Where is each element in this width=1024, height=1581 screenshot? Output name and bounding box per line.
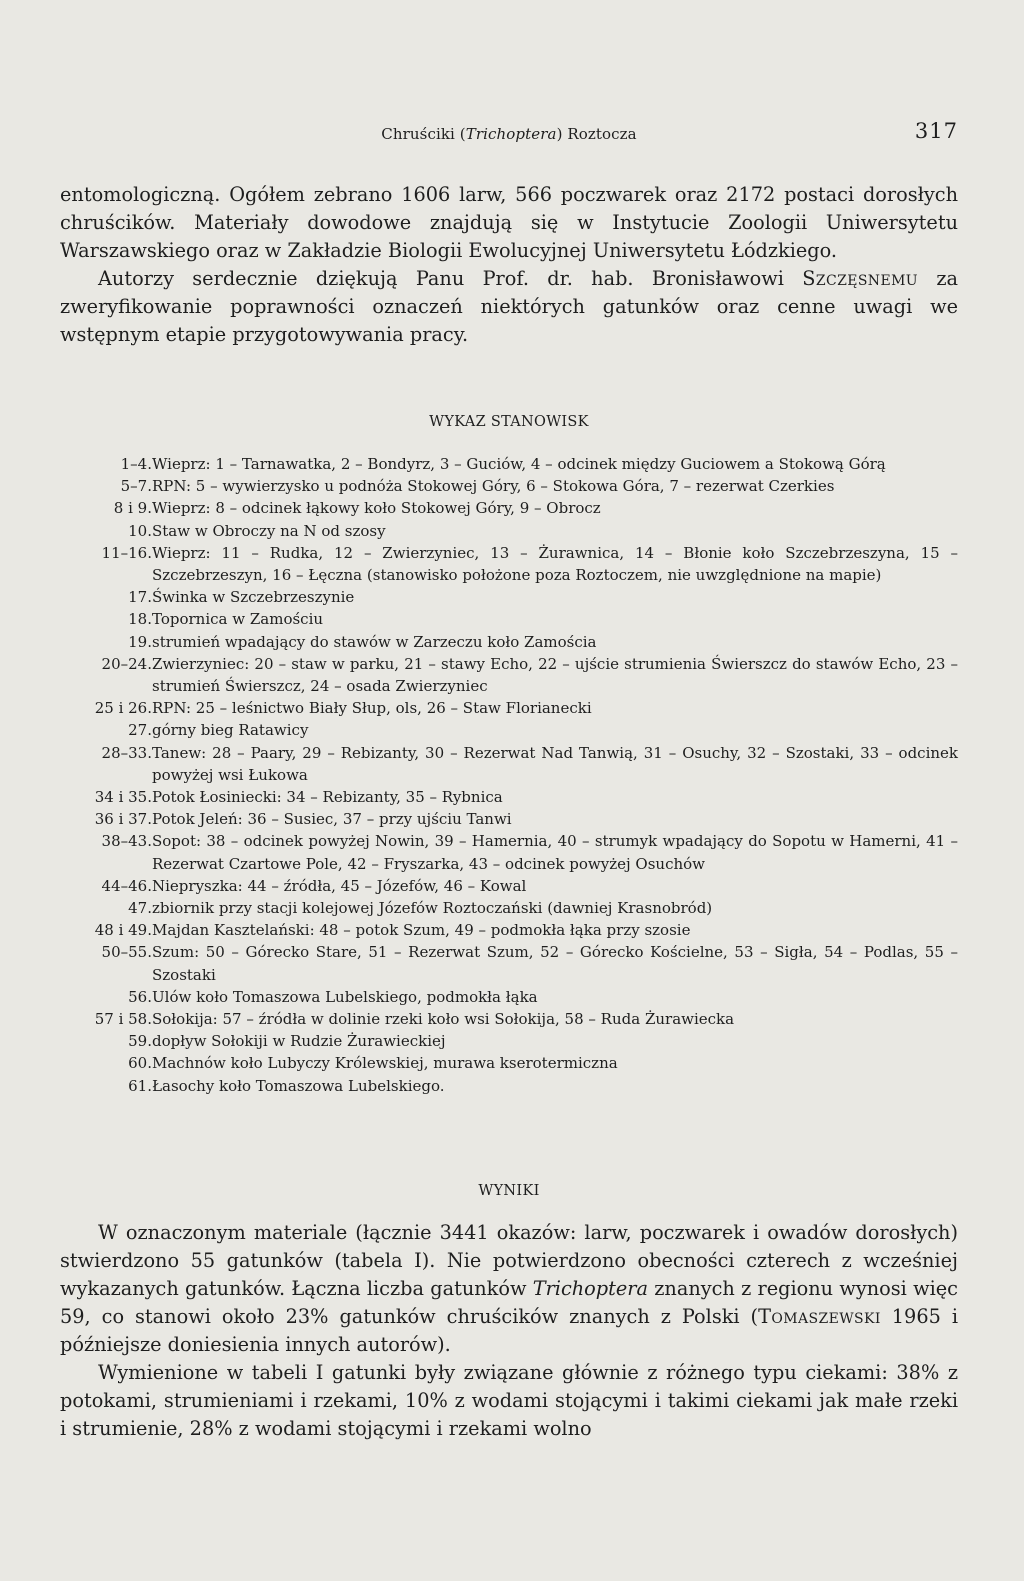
station-entry [60,830,958,874]
station-number: 60. [128,1054,152,1073]
station-description: Ulów koło Tomaszowa Lubelskiego, podmokła łąka [152,987,538,1006]
station-entry [60,1030,958,1052]
station-number: 36 i 37. [94,810,152,829]
station-entry [60,453,958,475]
station-entry [60,586,958,608]
station-entry [60,919,958,941]
station-entry [60,653,958,697]
station-description: Sopot: 38 – odcinek powyżej Nowin, 39 – Hamernia, 40 – strumyk wpadający do Sopotu w Hamerni, 41 – Rezerwat Czartowe Pole, 42 – Fryszarka, 43 – odcinek powyżej Osuchów [152,832,958,873]
station-entry [60,497,958,519]
station-entry [60,631,958,653]
station-description: zbiornik przy stacji kolejowej Józefów Roztoczański (dawniej Krasnobród) [152,899,713,918]
station-description: Potok Łosiniecki: 34 – Rebizanty, 35 – Rybnica [152,788,503,807]
running-title: Chruściki (Trichoptera) Roztocza [381,125,637,143]
station-description: Wieprz: 8 – odcinek łąkowy koło Stokowej Góry, 9 – Obrocz [152,499,601,518]
station-entry [60,897,958,919]
station-description: górny bieg Ratawicy [152,721,309,740]
station-description: Potok Jeleń: 36 – Susiec, 37 – przy ujściu Tanwi [152,810,512,829]
station-number: 10. [128,521,152,540]
station-entry [60,986,958,1008]
station-description: Szum: 50 – Górecko Stare, 51 – Rezerwat Szum, 52 – Górecko Kościelne, 53 – Sigła, 54 – Podlas, 55 – Szostaki [152,943,958,984]
station-entry [60,697,958,719]
running-head [60,119,958,149]
station-entry [60,1008,958,1030]
station-description: Staw w Obroczy na N od szosy [152,521,386,540]
station-number: 57 i 58. [94,1010,152,1029]
station-entry [60,608,958,630]
station-number: 56. [128,987,152,1006]
acknowledgement-paragraph: Autorzy serdecznie dziękują Panu Prof. dr. hab. Bronisławowi Szczęsnemu za zweryfikowanie poprawności oznaczeń niektórych gatunków oraz cenne uwagi we wstępnym etapie przygotowywania pracy. [60,267,958,346]
station-description: dopływ Sołokiji w Rudzie Żurawieckiej [152,1032,446,1051]
section-heading-results: WYNIKI [478,1183,540,1199]
station-number: 47. [128,899,152,918]
station-description: Topornica w Zamościu [152,610,324,629]
station-number: 1–4. [120,455,152,473]
taxon-name: Trichoptera [532,1277,648,1300]
station-entry [60,742,958,786]
station-number: 38–43. [101,832,152,851]
station-number: 5–7. [120,477,152,496]
station-number: 50–55. [101,943,152,962]
station-description: Wieprz: 1 – Tarnawatka, 2 – Bondyrz, 3 – Guciów, 4 – odcinek między Guciowem a Stokową Górą [152,455,886,473]
station-description: Majdan Kasztelański: 48 – potok Szum, 49 – podmokła łąka przy szosie [152,921,691,940]
station-number: 28–33. [101,743,152,762]
station-number: 11–16. [101,543,152,562]
cited-author: Tomaszewski [758,1305,881,1328]
station-number: 20–24. [101,654,152,673]
station-description: Łasochy koło Tomaszowa Lubelskiego. [152,1076,445,1095]
station-number: 27. [128,721,152,740]
station-number: 25 i 26. [94,699,152,718]
station-number: 61. [128,1076,152,1095]
results-text [60,1219,958,1443]
page-number: 317 [914,119,958,143]
station-description: Świnka w Szczebrzeszynie [152,588,355,607]
station-entry [60,941,958,985]
station-entry [60,542,958,586]
station-description: Tanew: 28 – Paary, 29 – Rebizanty, 30 – Rezerwat Nad Tanwią, 31 – Osuchy, 32 – Szostaki, 33 – odcinek powyżej wsi Łukowa [152,743,958,784]
station-number: 17. [128,588,152,607]
results-paragraph-1: W oznaczonym materiale (łącznie 3441 okazów: larw, poczwarek i owadów dorosłych) stwierdzono 55 gatunków (tabela I). Nie potwierdzono obecności czterech z wcześniej wykazanych gatunków. Łączna liczba gatunków Trichoptera znanych z regionu wynosi więc 59, co stanowi około 23% gatunków chruścików znanych z Polski (Tomaszewski 1965 i późniejsze doniesienia innych autorów). [60,1221,959,1356]
station-number: 19. [128,632,152,651]
station-entry [60,475,958,497]
station-number: 48 i 49. [94,921,152,940]
station-description: RPN: 5 – wywierzysko u podnóża Stokowej Góry, 6 – Stokowa Góra, 7 – rezerwat Czerkies [152,477,835,496]
running-title-taxon: Trichoptera [465,125,557,143]
intro-text [60,181,958,349]
station-entry [60,1075,958,1097]
station-description: RPN: 25 – leśnictwo Biały Słup, ols, 26 – Staw Florianecki [152,699,592,718]
station-number: 18. [128,610,152,629]
station-number: 8 i 9. [113,499,152,518]
station-entry [60,1052,958,1074]
station-number: 44–46. [101,876,152,895]
station-description: strumień wpadający do stawów w Zarzeczu koło Zamościa [152,632,597,651]
station-description: Wieprz: 11 – Rudka, 12 – Zwierzyniec, 13 – Żurawnica, 14 – Błonie koło Szczebrzeszyna, 15 – Szczebrzeszyn, 16 – Łęczna (stanowisko położone poza Roztoczem, nie uwzględnione na mapie) [152,543,958,585]
station-entry [60,786,958,808]
station-entry [60,719,958,741]
station-number: 59. [128,1032,152,1051]
intro-paragraph-1: entomologiczną. Ogółem zebrano 1606 larw, 566 poczwarek oraz 2172 postaci dorosłych chruścików. Materiały dowodowe znajdują się w Instytucie Zoologii Uniwersytetu Warszawskiego oraz w Zakładzie Biologii Ewolucyjnej Uniwersytetu Łódzkiego. [60,183,958,262]
station-entry [60,520,958,542]
results-paragraph-2: Wymienione w tabeli I gatunki były związane głównie z różnego typu ciekami: 38% z potokami, strumieniami i rzekami, 10% z wodami stojącymi i takimi ciekami jak małe rzeki i strumienie, 28% z wodami stojącymi i rzekami wolno [60,1361,958,1440]
station-list [60,453,958,1097]
station-description: Machnów koło Lubyczy Królewskiej, murawa kserotermiczna [152,1054,618,1073]
station-description: Zwierzyniec: 20 – staw w parku, 21 – stawy Echo, 22 – ujście strumienia Świerszcz do stawów Echo, 23 – strumień Świerszcz, 24 – osada Zwierzyniec [152,654,958,696]
station-number: 34 i 35. [94,788,152,807]
station-description: Niepryszka: 44 – źródła, 45 – Józefów, 46 – Kowal [152,876,527,895]
station-entry [60,875,958,897]
section-heading-stations: WYKAZ STANOWISK [429,414,589,430]
station-entry [60,808,958,830]
station-description: Sołokija: 57 – źródła w dolinie rzeki koło wsi Sołokija, 58 – Ruda Żurawiecka [152,1010,735,1029]
author-name: Szczęsnemu [802,267,919,290]
